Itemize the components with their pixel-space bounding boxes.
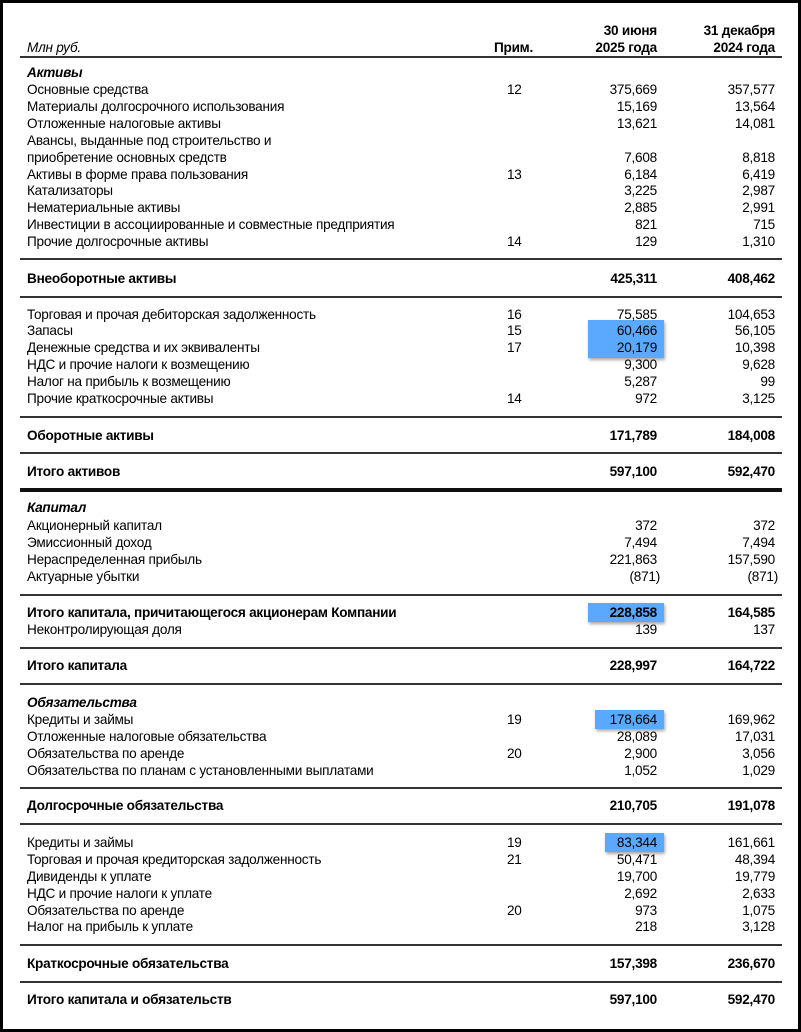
value-2025: 425,311: [610, 271, 657, 286]
divider: [20, 416, 782, 418]
value-2025: 821: [635, 217, 657, 232]
row-label: Основные средства: [27, 82, 149, 97]
column-header-2024: [704, 22, 775, 56]
value-2025: 2,692: [624, 886, 657, 901]
section-heading: [0, 694, 801, 711]
value-2025: 157,398: [609, 956, 657, 971]
row-label: Запасы: [27, 323, 73, 338]
row-label: Итого активов: [27, 464, 121, 479]
value-2025: (871): [629, 569, 660, 584]
table-row: [0, 306, 801, 323]
value-2024: 2,633: [742, 886, 775, 901]
table-row: [0, 373, 801, 390]
value-2025: 178,664: [609, 712, 657, 727]
row-label: Эмиссионный доход: [27, 535, 152, 550]
divider: [20, 683, 782, 685]
row-label: Катализаторы: [27, 183, 113, 198]
divider: [20, 594, 782, 596]
column-header-2024-line2: 2024 года: [713, 40, 775, 55]
value-2025: 6,184: [624, 167, 657, 182]
row-label: приобретение основных средств: [27, 150, 227, 165]
value-2024: 137: [753, 622, 775, 637]
total-row: [0, 991, 801, 1008]
value-2025: 60,466: [616, 323, 657, 338]
total-row: [0, 427, 801, 444]
value-2024: 9,628: [742, 357, 775, 372]
table-row: [0, 517, 801, 534]
total-row: [0, 657, 801, 674]
value-2025: 83,344: [616, 835, 657, 850]
value-2024: 1,075: [742, 903, 775, 918]
value-2024: 6,419: [742, 167, 775, 182]
row-label: Материалы долгосрочного использования: [27, 99, 285, 114]
row-label: Отложенные налоговые активы: [27, 116, 221, 131]
table-row: [0, 534, 801, 551]
value-2024: 56,105: [734, 323, 775, 338]
row-label: Денежные средства и их эквиваленты: [27, 340, 260, 355]
row-label: Инвестиции в ассоциированные и совместные предприятия: [27, 217, 395, 232]
row-label: Долгосрочные обязательства: [27, 798, 224, 813]
value-2024: 17,031: [734, 729, 775, 744]
value-2025: 139: [635, 622, 657, 637]
table-row: [0, 868, 801, 885]
note-ref: 13: [507, 167, 522, 182]
value-2025: 2,900: [624, 746, 657, 761]
value-2025: 2,885: [624, 200, 657, 215]
value-2024: 7,494: [742, 535, 775, 550]
value-2024: 592,470: [727, 464, 775, 479]
row-label: Активы в форме права пользования: [27, 167, 248, 182]
note-ref: 17: [507, 340, 522, 355]
table-row: [0, 98, 801, 115]
table-row: [0, 81, 801, 98]
row-label: Дивиденды к уплате: [27, 869, 152, 884]
row-label: Нематериальные активы: [27, 200, 181, 215]
table-row: [0, 356, 801, 373]
value-2025: 15,169: [616, 99, 657, 114]
column-header-2025: [595, 22, 657, 56]
row-label: Авансы, выданные под строительство и: [27, 133, 272, 148]
row-label: Обязательства по аренде: [27, 903, 185, 918]
table-row: [0, 885, 801, 902]
note-column-header: Прим.: [494, 40, 534, 55]
value-2024: 1,029: [742, 763, 775, 778]
table-row: [0, 762, 801, 779]
note-ref: 19: [507, 712, 522, 727]
table-row: [0, 621, 801, 638]
row-label: Итого капитала, причитающегося акционерам Компании: [27, 605, 397, 620]
value-2024: (871): [747, 569, 778, 584]
value-2025: 19,700: [616, 869, 657, 884]
unit-label: Млн руб.: [27, 40, 81, 55]
value-2025: 50,471: [616, 852, 657, 867]
divider: [20, 787, 782, 789]
total-row: [0, 955, 801, 972]
row-label: Прочие долгосрочные активы: [27, 234, 209, 249]
value-2025: 7,494: [624, 535, 657, 550]
value-2024: 715: [753, 217, 775, 232]
value-2025: 221,863: [609, 552, 657, 567]
table-row: [0, 711, 801, 728]
note-ref: 14: [507, 234, 522, 249]
table-row: [0, 322, 801, 339]
table-row: [0, 851, 801, 868]
value-2024: 48,394: [734, 852, 775, 867]
value-2025: 375,669: [609, 82, 657, 97]
value-2024: 3,125: [742, 391, 775, 406]
row-label: НДС и прочие налоги к уплате: [27, 886, 212, 901]
value-2025: 13,621: [616, 116, 657, 131]
total-row: [0, 797, 801, 814]
value-2024: 13,564: [734, 99, 775, 114]
note-ref: 12: [507, 82, 522, 97]
table-row: [0, 182, 801, 199]
value-2025: 973: [635, 903, 657, 918]
value-2024: 161,661: [727, 835, 775, 850]
value-2024: 19,779: [734, 869, 775, 884]
value-2025: 9,300: [624, 357, 657, 372]
value-2024: 357,577: [727, 82, 775, 97]
value-2025: 972: [635, 391, 657, 406]
table-row: [0, 390, 801, 407]
value-2024: 169,962: [727, 712, 775, 727]
divider: [20, 647, 782, 649]
table-row: [0, 745, 801, 762]
value-2024: 1,310: [742, 234, 775, 249]
table-row: [0, 551, 801, 568]
value-2025: 210,705: [609, 798, 657, 813]
value-2024: 99: [760, 374, 775, 389]
table-row: [0, 149, 801, 166]
value-2024: 104,653: [727, 307, 775, 322]
row-label: Неконтролирующая доля: [27, 622, 182, 637]
value-2025: 228,858: [609, 605, 657, 620]
section-heading: [0, 64, 801, 81]
value-2025: 20,179: [616, 340, 657, 355]
value-2024: 2,991: [742, 200, 775, 215]
thick-divider: [20, 488, 782, 492]
value-2024: 408,462: [727, 271, 775, 286]
value-2024: 157,590: [727, 552, 775, 567]
row-label: Обязательства по аренде: [27, 746, 185, 761]
value-2025: 597,100: [609, 992, 657, 1007]
value-2024: 10,398: [734, 340, 775, 355]
row-label: Нераспределенная прибыль: [27, 552, 202, 567]
table-row: [0, 834, 801, 851]
row-label: Налог на прибыль к уплате: [27, 919, 193, 934]
column-header-2024-line1: 31 декабря: [703, 23, 775, 38]
note-ref: 16: [507, 307, 522, 322]
row-label: Краткосрочные обязательства: [27, 956, 229, 971]
value-2024: 236,670: [727, 956, 775, 971]
column-header-2025-line2: 2025 года: [595, 40, 657, 55]
row-label: Актуарные убытки: [27, 569, 140, 584]
note-ref: 20: [507, 903, 522, 918]
divider: [20, 823, 782, 825]
value-2025: 3,225: [624, 183, 657, 198]
row-label: Кредиты и займы: [27, 712, 134, 727]
row-label: Прочие краткосрочные активы: [27, 391, 214, 406]
table-row: [0, 728, 801, 745]
value-2024: 191,078: [727, 798, 775, 813]
value-2025: 171,789: [609, 428, 657, 443]
table-row: [0, 568, 801, 585]
table-row: [0, 902, 801, 919]
value-2024: 2,987: [742, 183, 775, 198]
table-row: [0, 166, 801, 183]
note-ref: 20: [507, 746, 522, 761]
total-row: [0, 270, 801, 287]
row-label: Активы: [27, 65, 83, 80]
divider: [20, 296, 782, 298]
value-2025: 228,997: [609, 658, 657, 673]
value-2025: 129: [635, 234, 657, 249]
table-row: [0, 233, 801, 250]
row-label: Внеоборотные активы: [27, 271, 177, 286]
total-row: [0, 463, 801, 480]
value-2024: 8,818: [742, 150, 775, 165]
value-2025: 597,100: [609, 464, 657, 479]
divider: [20, 258, 782, 260]
row-label: НДС и прочие налоги к возмещению: [27, 357, 250, 372]
row-label: Итого капитала и обязательств: [27, 992, 232, 1007]
row-label: Оборотные активы: [27, 428, 154, 443]
value-2025: 75,585: [616, 307, 657, 322]
section-heading: [0, 499, 801, 516]
row-label: Торговая и прочая дебиторская задолженность: [27, 307, 316, 322]
row-label: Капитал: [27, 500, 87, 515]
table-row: [0, 199, 801, 216]
value-2024: 3,128: [742, 919, 775, 934]
value-2024: 592,470: [727, 992, 775, 1007]
row-label: Обязательства по планам с установленными выплатами: [27, 763, 374, 778]
table-row: [0, 132, 801, 149]
table-row: [0, 918, 801, 935]
value-2024: 164,585: [727, 605, 775, 620]
value-2025: 218: [635, 919, 657, 934]
note-ref: 21: [507, 852, 522, 867]
divider: [20, 981, 782, 983]
row-label: Налог на прибыль к возмещению: [27, 374, 231, 389]
value-2024: 184,008: [727, 428, 775, 443]
note-ref: 19: [507, 835, 522, 850]
row-label: Кредиты и займы: [27, 835, 134, 850]
row-label: Торговая и прочая кредиторская задолженность: [27, 852, 322, 867]
row-label: Отложенные налоговые обязательства: [27, 729, 267, 744]
table-row: [0, 115, 801, 132]
value-2024: 372: [753, 518, 775, 533]
table-row: [0, 339, 801, 356]
value-2025: 7,608: [624, 150, 657, 165]
divider: [20, 452, 782, 454]
row-label: Акционерный капитал: [27, 518, 162, 533]
value-2025: 372: [635, 518, 657, 533]
value-2024: 3,056: [742, 746, 775, 761]
value-2025: 28,089: [616, 729, 657, 744]
value-2025: 1,052: [624, 763, 657, 778]
value-2024: 14,081: [734, 116, 775, 131]
value-2025: 5,287: [624, 374, 657, 389]
total-row: [0, 604, 801, 621]
note-ref: 14: [507, 391, 522, 406]
row-label: Итого капитала: [27, 658, 127, 673]
divider: [20, 944, 782, 946]
column-header-2025-line1: 30 июня: [603, 23, 657, 38]
row-label: Обязательства: [27, 695, 137, 710]
value-2024: 164,722: [727, 658, 775, 673]
note-ref: 15: [507, 323, 522, 338]
divider: [20, 56, 782, 58]
table-row: [0, 216, 801, 233]
